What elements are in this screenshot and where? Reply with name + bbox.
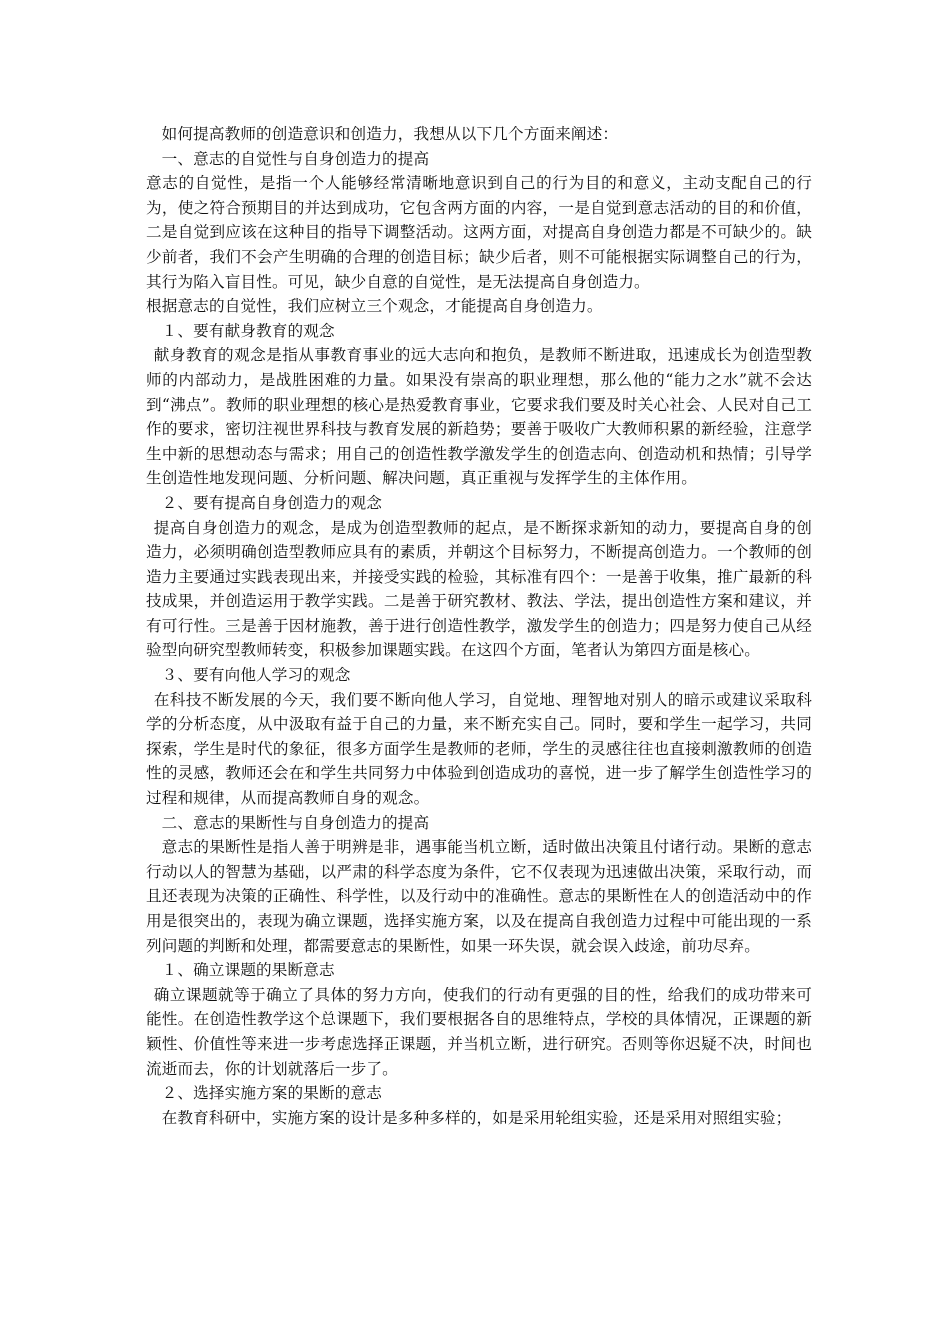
section-heading-2: 二、意志的果断性与自身创造力的提高 [161,813,430,832]
body-paragraph: 根据意志的自觉性，我们应树立三个观念，才能提高自身创造力。 [146,297,603,316]
intro-paragraph: 如何提高教师的创造意识和创造力，我想从以下几个方面来阐述： [161,125,619,143]
body-paragraph: 提高自身创造力的观念，是成为创造型教师的起点，是不断探求新知的动力，要提高自身的创造力，必须明确创造型教师应具有的素质，并朝这个目标努力，不断提高创造力。一个教师的创造力主要通过实践表现出来，并接受实践的检验，其标准有四个：一是善于收集，推广最新的科技成果，并创造运用于教学实践。二是善于研究教材、教法、学法，提出创造性方案和建议，并有可行性。三是善于因材施教，善于进行创造性教学，激发学生的创造力；四是努力使自己从经验型向研究型教师转变，积极参加课题实践。在这四个方面，笔者认为第四方面是核心。 [146,518,812,660]
subsection-heading-1-2: ２、要有提高自身创造力的观念 [161,493,383,512]
body-paragraph: 在教育科研中，实施方案的设计是多种多样的，如是采用轮组实验，还是采用对照组实验； [161,1108,792,1127]
body-paragraph: 意志的果断性是指人善于明辨是非，遇事能当机立断，适时做出决策且付诸行动。果断的意志行动以人的智慧为基础，以严肃的科学态度为条件，它不仅表现为迅速做出决策，采取行动，而且还表现为决策的正确性、科学性，以及行动中的准确性。意志的果断性在人的创造活动中的作用是很突出的，表现为确立课题，选择实施方案，以及在提高自我创造力过程中可能出现的一系列问题的判断和处理，都需要意志的果断性，如果一环失误，就会误入歧途，前功尽弃。 [146,838,812,955]
section-heading-1: 一、意志的自觉性与自身创造力的提高 [161,149,430,168]
body-paragraph: 确立课题就等于确立了具体的努力方向，使我们的行动有更强的目的性，给我们的成功带来可能性。在创造性教学这个总课题下，我们要根据各自的思维特点，学校的具体情况，正课题的新颖性、价值性等来进一步考虑选择正课题，并当机立断，进行研究。否则等你迟疑不决，时间也流逝而去，你的计划就落后一步了。 [146,985,812,1078]
subsection-heading-1-3: ３、要有向他人学习的观念 [161,666,351,685]
body-paragraph: 在科技不断发展的今天，我们要不断向他人学习，自觉地、理智地对别人的暗示或建议采取科学的分析态度，从中汲取有益于自己的力量，来不断充实自己。同时，要和学生一起学习，共同探索，学生是时代的象征，很多方面学生是教师的老师，学生的灵感往往也直接刺激教师的创造性的灵感，教师还会在和学生共同努力中体验到创造成功的喜悦，进一步了解学生创造性学习的过程和规律，从而提高教师自身的观念。 [146,690,812,808]
body-paragraph: 献身教育的观念是指从事教育事业的远大志向和抱负，是教师不断进取，迅速成长为创造型教师的内部动力，是战胜困难的力量。如果没有崇高的职业理想，那么他的“能力之水”就不会达到“沸点”。教师的职业理想的核心是热爱教育事业，它要求我们要及时关心社会、人民对自己工作的要求，密切注视世界科技与教育发展的新趋势；要善于吸收广大教师积累的新经验，注意学生中新的思想动态与需求；用自己的创造性教学激发学生的创造志向、创造动机和热情；引导学生创造性地发现问题、分析问题、解决问题，真正重视与发挥学生的主体作用。 [146,346,812,488]
subsection-heading-1-1: １、要有献身教育的观念 [161,321,335,340]
subsection-heading-2-2: ２、选择实施方案的果断的意志 [161,1084,383,1103]
document-body [146,122,812,1130]
subsection-heading-2-1: １、确立课题的果断意志 [161,961,335,980]
body-paragraph: 意志的自觉性，是指一个人能够经常清晰地意识到自己的行为目的和意义，主动支配自己的行为，使之符合预期目的并达到成功，它包含两方面的内容，一是自觉到意志活动的目的和价值，二是自觉到应该在这种目的指导下调整活动。这两方面，对提高自身创造力都是不可缺少的。缺少前者，我们不会产生明确的合理的创造目标；缺少后者，则不可能根据实际调整自己的行为，其行为陷入盲目性。可见，缺少自意的自觉性，是无法提高自身创造力。 [146,174,812,291]
